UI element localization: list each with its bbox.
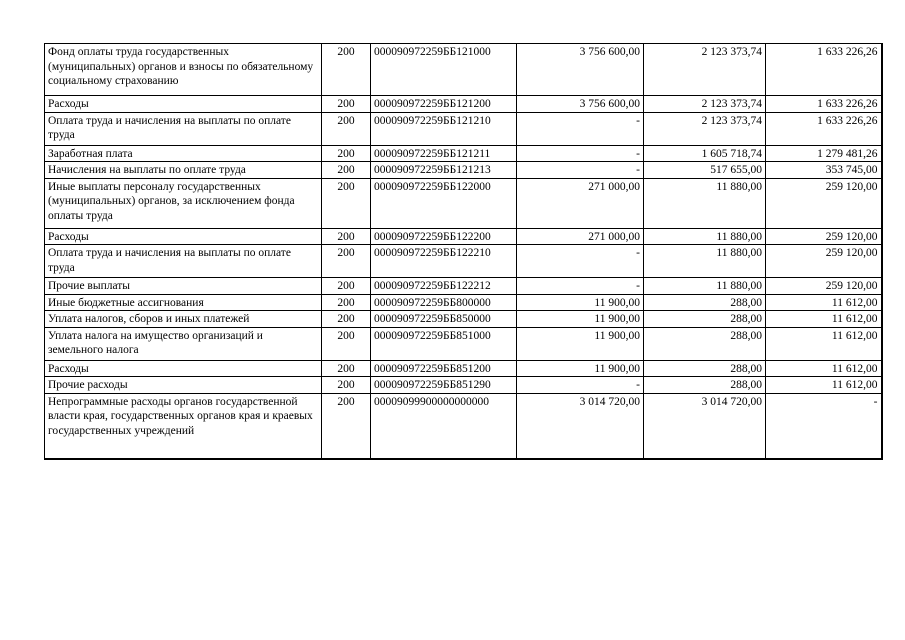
row-name-cell: Непрограммные расходы органов государственной власти края, государственных органов края и краевых государственных учреждений	[45, 393, 322, 459]
row-remainder-cell: 259 120,00	[766, 278, 882, 295]
row-executed-cell: 11 880,00	[644, 228, 766, 245]
row-executed-cell: 517 655,00	[644, 162, 766, 179]
row-code-cell: 200	[322, 393, 371, 459]
row-name-cell: Прочие выплаты	[45, 278, 322, 295]
row-code-cell: 200	[322, 360, 371, 377]
row-classification-cell: 000090972259ББ122200	[371, 228, 517, 245]
row-name-cell: Расходы	[45, 228, 322, 245]
row-name-cell: Заработная плата	[45, 145, 322, 162]
row-remainder-cell: 11 612,00	[766, 360, 882, 377]
row-executed-cell: 11 880,00	[644, 278, 766, 295]
row-classification-cell: 000090972259ББ121000	[371, 44, 517, 96]
row-planned-cell: 11 900,00	[517, 294, 644, 311]
row-executed-cell: 288,00	[644, 377, 766, 394]
row-code-cell: 200	[322, 112, 371, 145]
row-name-cell: Оплата труда и начисления на выплаты по оплате труда	[45, 245, 322, 278]
row-executed-cell: 288,00	[644, 360, 766, 377]
row-remainder-cell: 1 633 226,26	[766, 44, 882, 96]
table-row	[45, 294, 882, 311]
row-executed-cell: 11 880,00	[644, 178, 766, 228]
row-remainder-cell: 1 279 481,26	[766, 145, 882, 162]
table-row	[45, 311, 882, 328]
row-executed-cell: 11 880,00	[644, 245, 766, 278]
row-planned-cell: 3 014 720,00	[517, 393, 644, 459]
row-remainder-cell: -	[766, 393, 882, 459]
row-planned-cell: 3 756 600,00	[517, 96, 644, 113]
row-code-cell: 200	[322, 294, 371, 311]
row-code-cell: 200	[322, 311, 371, 328]
row-code-cell: 200	[322, 178, 371, 228]
row-name-cell: Уплата налога на имущество организаций и земельного налога	[45, 327, 322, 360]
row-planned-cell: 11 900,00	[517, 311, 644, 328]
row-remainder-cell: 1 633 226,26	[766, 96, 882, 113]
row-classification-cell: 000090972259ББ122212	[371, 278, 517, 295]
row-planned-cell: 271 000,00	[517, 178, 644, 228]
row-classification-cell: 00009099900000000000	[371, 393, 517, 459]
row-executed-cell: 1 605 718,74	[644, 145, 766, 162]
row-planned-cell: -	[517, 245, 644, 278]
row-planned-cell: 3 756 600,00	[517, 44, 644, 96]
table-row	[45, 178, 882, 228]
table-row	[45, 96, 882, 113]
row-remainder-cell: 11 612,00	[766, 327, 882, 360]
row-name-cell: Расходы	[45, 360, 322, 377]
row-planned-cell: -	[517, 112, 644, 145]
row-code-cell: 200	[322, 245, 371, 278]
row-classification-cell: 000090972259ББ851290	[371, 377, 517, 394]
row-executed-cell: 2 123 373,74	[644, 112, 766, 145]
row-executed-cell: 3 014 720,00	[644, 393, 766, 459]
row-planned-cell: -	[517, 162, 644, 179]
row-remainder-cell: 11 612,00	[766, 294, 882, 311]
row-name-cell: Прочие расходы	[45, 377, 322, 394]
row-remainder-cell: 353 745,00	[766, 162, 882, 179]
table-row	[45, 145, 882, 162]
table-row	[45, 162, 882, 179]
row-name-cell: Начисления на выплаты по оплате труда	[45, 162, 322, 179]
row-planned-cell: -	[517, 145, 644, 162]
row-planned-cell: 271 000,00	[517, 228, 644, 245]
row-classification-cell: 000090972259ББ851200	[371, 360, 517, 377]
row-classification-cell: 000090972259ББ121213	[371, 162, 517, 179]
row-remainder-cell: 11 612,00	[766, 377, 882, 394]
row-remainder-cell: 259 120,00	[766, 245, 882, 278]
row-name-cell: Фонд оплаты труда государственных (муниципальных) органов и взносы по обязательному социальному страхованию	[45, 44, 322, 96]
row-planned-cell: 11 900,00	[517, 360, 644, 377]
row-code-cell: 200	[322, 278, 371, 295]
row-planned-cell: -	[517, 278, 644, 295]
row-code-cell: 200	[322, 96, 371, 113]
table-row	[45, 278, 882, 295]
row-executed-cell: 2 123 373,74	[644, 96, 766, 113]
table-row	[45, 112, 882, 145]
row-name-cell: Оплата труда и начисления на выплаты по оплате труда	[45, 112, 322, 145]
row-name-cell: Иные бюджетные ассигнования	[45, 294, 322, 311]
table-body	[45, 44, 882, 460]
row-planned-cell: 11 900,00	[517, 327, 644, 360]
table-row	[45, 377, 882, 394]
row-classification-cell: 000090972259ББ122210	[371, 245, 517, 278]
row-executed-cell: 288,00	[644, 311, 766, 328]
row-name-cell: Уплата налогов, сборов и иных платежей	[45, 311, 322, 328]
table-row	[45, 228, 882, 245]
row-classification-cell: 000090972259ББ122000	[371, 178, 517, 228]
row-code-cell: 200	[322, 44, 371, 96]
row-name-cell: Расходы	[45, 96, 322, 113]
row-executed-cell: 288,00	[644, 327, 766, 360]
row-remainder-cell: 11 612,00	[766, 311, 882, 328]
row-classification-cell: 000090972259ББ121210	[371, 112, 517, 145]
row-code-cell: 200	[322, 145, 371, 162]
row-code-cell: 200	[322, 327, 371, 360]
row-classification-cell: 000090972259ББ850000	[371, 311, 517, 328]
row-planned-cell: -	[517, 377, 644, 394]
row-code-cell: 200	[322, 162, 371, 179]
table-row	[45, 360, 882, 377]
row-name-cell: Иные выплаты персоналу государственных (муниципальных) органов, за исключением фонда оплаты труда	[45, 178, 322, 228]
table-row	[45, 245, 882, 278]
row-code-cell: 200	[322, 228, 371, 245]
table-row	[45, 327, 882, 360]
row-classification-cell: 000090972259ББ851000	[371, 327, 517, 360]
row-classification-cell: 000090972259ББ121200	[371, 96, 517, 113]
row-executed-cell: 288,00	[644, 294, 766, 311]
row-remainder-cell: 259 120,00	[766, 178, 882, 228]
budget-execution-table	[44, 43, 883, 460]
row-remainder-cell: 259 120,00	[766, 228, 882, 245]
row-remainder-cell: 1 633 226,26	[766, 112, 882, 145]
table-row	[45, 44, 882, 96]
row-executed-cell: 2 123 373,74	[644, 44, 766, 96]
table-row	[45, 393, 882, 459]
row-classification-cell: 000090972259ББ800000	[371, 294, 517, 311]
row-code-cell: 200	[322, 377, 371, 394]
row-classification-cell: 000090972259ББ121211	[371, 145, 517, 162]
